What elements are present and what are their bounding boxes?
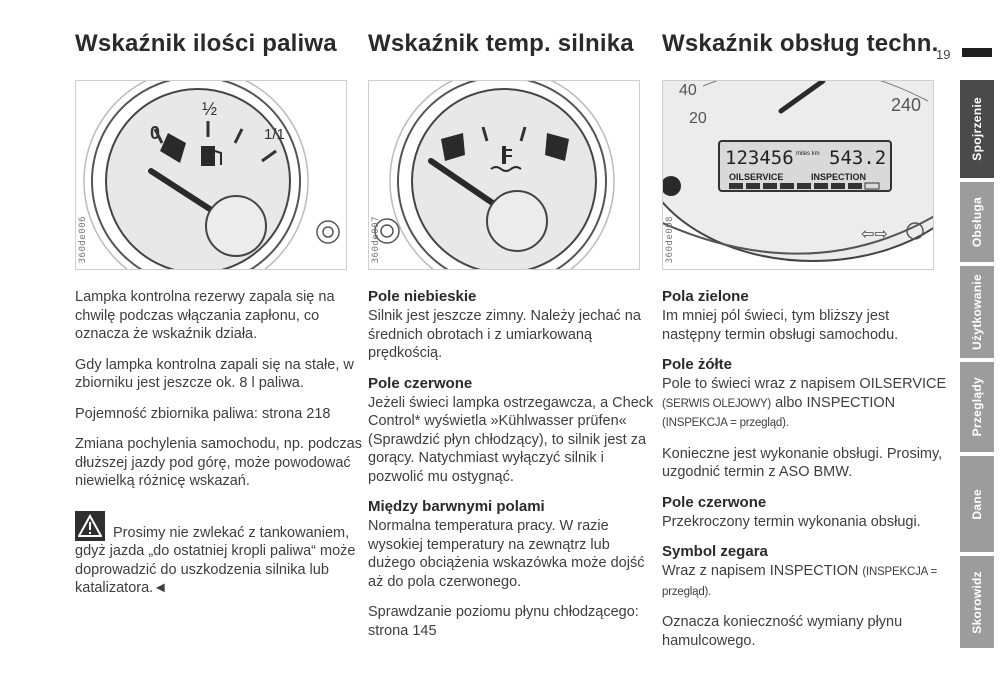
clock-text-part-a: Wraz z napisem INSPECTION: [662, 563, 863, 579]
odometer-reading: 123456: [725, 147, 794, 169]
clock-symbol-heading: Symbol zegara: [662, 543, 768, 560]
red-field-text: Jeżeli świeci lampka ostrzegawcza, a Check Control* wyświetla »Kühlwasser prüfen« (Sprawdzić płyn chłodzący), to silnik jest za gorący. Natychmiast wyłączyć silnik i pozwolić mu ostygnąć.: [368, 394, 654, 485]
fuel-empty-label: 0: [150, 123, 161, 143]
service-indicator-figure: [662, 80, 934, 270]
fuel-gauge-illustration: [76, 81, 346, 269]
figure-code: 360de008: [665, 215, 675, 263]
fuel-warning: [75, 511, 365, 598]
service-text: [662, 288, 952, 662]
temp-gauge-figure: [368, 80, 640, 270]
yellow-text-small-b: (INSPEKCJA = przegląd).: [662, 417, 789, 429]
trip-reading: 543.2: [829, 147, 887, 169]
tab-label: Obsługa: [970, 196, 984, 248]
tab-skorowidz[interactable]: [960, 556, 994, 648]
clock-text-small: (INSPEKCJA = przegląd).: [662, 566, 937, 598]
yellow-text-part-b: albo INSPECTION: [771, 394, 896, 411]
fuel-text: [75, 288, 365, 610]
clock-symbol-text: [662, 562, 952, 601]
inspection-label: INSPECTION: [811, 172, 867, 182]
tab-label: Przeglądy: [970, 377, 984, 437]
yellow-field-heading: Pole żółte: [662, 356, 733, 373]
between-fields-heading: Między barwnymi polami: [368, 498, 545, 515]
speed-240-label: 240: [891, 95, 922, 115]
chapter-tabs: [960, 80, 994, 650]
green-fields-heading: Pola zielone: [662, 288, 749, 305]
fuel-paragraph-4: Zmiana pochylenia samochodu, np. podczas dłuższej jazdy pod górę, może powodować niewielką różnicę wskazań.: [75, 436, 362, 489]
tab-label: Dane: [970, 488, 984, 520]
svg-text:40: 40: [679, 82, 697, 99]
tab-label: Skorowidz: [970, 570, 984, 634]
blue-field-heading: Pole niebieskie: [368, 288, 477, 305]
yellow-text-part-a: Pole to świeci wraz z napisem OILSERVICE: [662, 376, 947, 392]
fuel-full-label: 1/1: [264, 126, 285, 143]
yellow-field-text-2: Konieczne jest wykonanie obsługi. Prosimy, uzgodnić termin z ASO BMW.: [662, 445, 943, 480]
oilservice-label: OILSERVICE: [729, 172, 784, 182]
tab-obsluga[interactable]: [960, 182, 994, 262]
green-fields-text: Im mniej pól świeci, tym bliższy jest następny termin obsługi samochodu.: [662, 308, 899, 343]
fuel-half-label: ½: [202, 99, 218, 119]
fuel-paragraph-2: Gdy lampka kontrolna zapali się na stałe, w zbiorniku jest jeszcze ok. 8 l paliwa.: [75, 356, 354, 391]
temp-gauge-illustration: [369, 81, 639, 269]
clock-symbol-text-2: Oznacza konieczność wymiany płynu hamulcowego.: [662, 614, 903, 649]
fuel-paragraph-1: Lampka kontrolna rezerwy zapala się na chwilę podczas włączania zapłonu, co oznacza że wskaźnik działa.: [75, 289, 335, 342]
fuel-warning-text: Prosimy nie zwlekać z tankowaniem, gdyż jazda „do ostatniej kropli paliwa“ może doprowadzić do uszkodzenia silnika lub katalizatora.◄: [75, 524, 356, 596]
yellow-text-small-a: (SERWIS OLEJOWY): [662, 397, 772, 410]
needle-hub: [206, 196, 266, 256]
warning-triangle-icon: [75, 511, 105, 541]
fuel-title: Wskaźnik ilości paliwa: [75, 30, 337, 57]
odometer-unit: miles km: [796, 151, 820, 157]
fuel-paragraph-3: Pojemność zbiornika paliwa: strona 218: [75, 405, 331, 422]
figure-code: 360de007: [371, 215, 381, 263]
blue-field-text: Silnik jest jeszcze zimny. Należy jechać na średnich obrotach i z umiarkowaną prędkością.: [368, 308, 641, 361]
fuel-pump-icon: [201, 146, 215, 166]
red-field-heading: Pole czerwone: [662, 493, 767, 511]
tab-przeglady[interactable]: [960, 362, 994, 452]
needle-hub: [487, 191, 547, 251]
yellow-field-text: [662, 375, 952, 433]
tab-label: Użytkowanie: [970, 274, 984, 350]
tab-dane[interactable]: [960, 456, 994, 552]
svg-text:20: 20: [689, 110, 707, 127]
red-field-text: Przekroczony termin wykonania obsługi.: [662, 513, 921, 530]
service-indicator-illustration: [663, 81, 933, 269]
trip-reset-knob: [317, 221, 339, 243]
service-interval-bars: [729, 183, 879, 189]
temp-text: [368, 288, 658, 652]
page-number: 19: [936, 47, 951, 62]
turn-indicator-icon: ⇦⇨: [861, 224, 888, 243]
coolant-check-text: Sprawdzanie poziomu płynu chłodzącego: strona 145: [368, 604, 639, 639]
red-field-heading: Pole czerwone: [368, 374, 473, 392]
between-fields-text: Normalna temperatura pracy. W razie wysokiej temperatury na zewnątrz lub dużego obciążenia wskazówka może dojść aż do pola czerwonego.: [368, 518, 645, 590]
tab-spojrzenie[interactable]: [960, 80, 994, 178]
fuel-gauge-figure: [75, 80, 347, 270]
page-marker: [962, 48, 992, 57]
tab-label: Spojrzenie: [970, 97, 984, 161]
temp-title: Wskaźnik temp. silnika: [368, 30, 634, 57]
figure-code: 360de006: [78, 215, 88, 263]
service-title: Wskaźnik obsług techn.: [662, 30, 939, 57]
tab-uzytkowanie[interactable]: [960, 266, 994, 358]
